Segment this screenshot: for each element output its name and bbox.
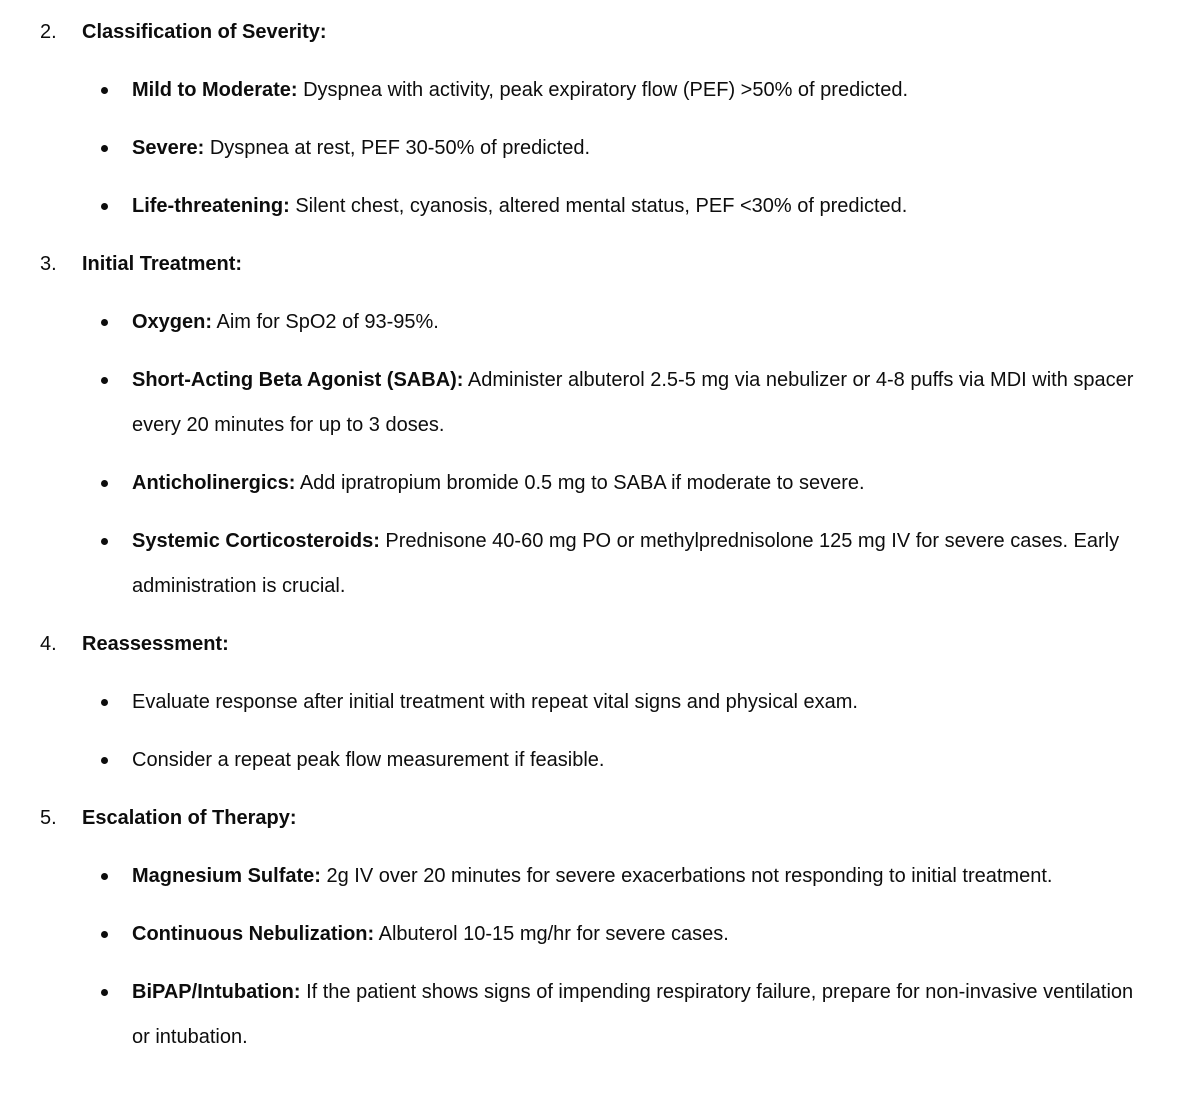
bullet-item [0,519,1204,609]
bullet-text [132,970,1152,1060]
bullet-body: If the patient shows signs of impending respiratory failure, prepare for non-invasive ventilation or intubation. [132,981,1134,1048]
bullet-item [0,738,1204,783]
bullet-body: Prednisone 40-60 mg PO or methylprednisolone 125 mg IV for severe cases. Early administration is crucial. [132,530,1120,597]
bullet-dot-icon [100,300,132,345]
bullet-dot-icon [100,126,132,171]
list-item [0,622,1204,783]
bullet-text [132,854,1052,899]
bullet-body: Silent chest, cyanosis, altered mental status, PEF <30% of predicted. [295,195,908,217]
bullet-lead: Life-threatening: [132,195,290,217]
bullet-body: Albuterol 10-15 mg/hr for severe cases. [378,923,729,945]
item-title: Escalation of Therapy: [82,807,297,829]
bullet-text [132,358,1152,448]
bullet-item [0,300,1204,345]
bullet-item [0,680,1204,725]
bullet-item [0,68,1204,113]
bullet-body: 2g IV over 20 minutes for severe exacerbations not responding to initial treatment. [326,865,1053,887]
item-title: Initial Treatment: [82,253,243,275]
item-number: 5. [40,807,57,829]
bullet-lead: Magnesium Sulfate: [132,865,321,887]
bullet-body: Administer albuterol 2.5-5 mg via nebulizer or 4-8 puffs via MDI with spacer every 20 minutes for up to 3 doses. [132,369,1134,436]
bullet-text [132,680,858,725]
list-item-heading [0,796,1204,841]
bullet-text [132,461,865,506]
item-number: 2. [40,21,57,43]
bullet-body: Evaluate response after initial treatment with repeat vital signs and physical exam. [132,691,858,713]
bullet-list [0,68,1204,229]
bullet-text [132,912,729,957]
bullet-list [0,300,1204,609]
list-item-heading [0,622,1204,667]
numbered-list [0,10,1204,1060]
bullet-list [0,854,1204,1060]
bullet-dot-icon [100,970,132,1060]
bullet-dot-icon [100,854,132,899]
bullet-body: Aim for SpO2 of 93-95%. [216,311,439,333]
list-item [0,242,1204,609]
bullet-text [132,519,1152,609]
item-title: Classification of Severity: [82,21,327,43]
bullet-dot-icon [100,738,132,783]
bullet-dot-icon [100,519,132,609]
bullet-body: Dyspnea at rest, PEF 30-50% of predicted. [209,137,591,159]
list-item [0,10,1204,229]
bullet-lead: Oxygen: [132,311,213,333]
bullet-body: Add ipratropium bromide 0.5 mg to SABA if moderate to severe. [299,472,865,494]
bullet-item [0,461,1204,506]
bullet-text [132,126,590,171]
bullet-dot-icon [100,680,132,725]
bullet-dot-icon [100,912,132,957]
bullet-text [132,300,439,345]
bullet-text [132,738,604,783]
bullet-item [0,358,1204,448]
list-item-heading [0,242,1204,287]
item-title: Reassessment: [82,633,229,655]
bullet-text [132,184,907,229]
bullet-dot-icon [100,358,132,448]
bullet-lead: Mild to Moderate: [132,79,298,101]
item-number: 3. [40,253,57,275]
bullet-item [0,184,1204,229]
bullet-body: Dyspnea with activity, peak expiratory flow (PEF) >50% of predicted. [303,79,909,101]
bullet-item [0,970,1204,1060]
bullet-lead: Systemic Corticosteroids: [132,530,380,552]
bullet-lead: BiPAP/Intubation: [132,981,301,1003]
bullet-lead: Continuous Nebulization: [132,923,375,945]
bullet-item [0,854,1204,899]
bullet-dot-icon [100,184,132,229]
list-item-heading [0,10,1204,55]
bullet-item [0,126,1204,171]
bullet-dot-icon [100,461,132,506]
bullet-dot-icon [100,68,132,113]
bullet-text [132,68,908,113]
bullet-body: Consider a repeat peak flow measurement if feasible. [132,749,605,771]
bullet-item [0,912,1204,957]
bullet-lead: Severe: [132,137,205,159]
bullet-lead: Short-Acting Beta Agonist (SABA): [132,369,464,391]
bullet-lead: Anticholinergics: [132,472,296,494]
list-item [0,796,1204,1060]
bullet-list [0,680,1204,783]
item-number: 4. [40,633,57,655]
